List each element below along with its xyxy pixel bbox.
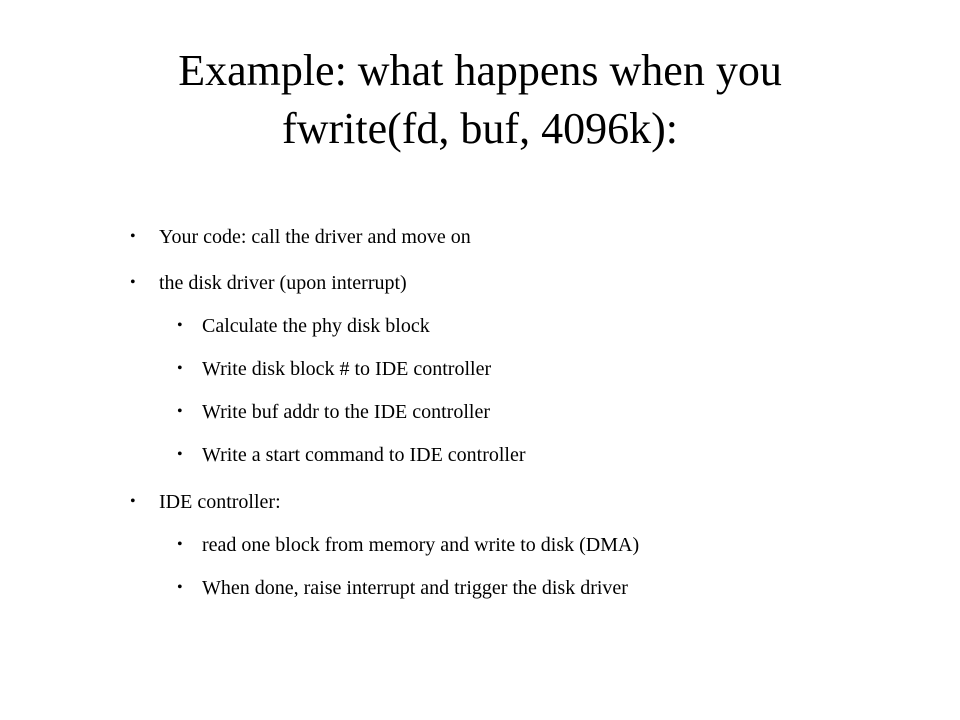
bullet-text: read one block from memory and write to disk (DMA)	[202, 534, 640, 556]
bullet-item-disk-driver	[130, 271, 407, 295]
slide-title-line-2: fwrite(fd, buf, 4096k):	[282, 104, 678, 153]
bullet-dot-icon: •	[177, 579, 183, 596]
bullet-text: IDE controller:	[159, 491, 281, 513]
sub-bullet-item-start-command	[177, 443, 526, 467]
bullet-text: Write disk block # to IDE controller	[202, 358, 492, 380]
bullet-dot-icon: •	[177, 403, 183, 420]
sub-bullet-item-calculate-block	[177, 314, 430, 338]
bullet-dot-icon: •	[177, 317, 183, 334]
sub-bullet-item-write-block-number	[177, 357, 492, 381]
bullet-text: Calculate the phy disk block	[202, 315, 430, 337]
slide-title-line-1: Example: what happens when you	[178, 46, 782, 95]
bullet-text: When done, raise interrupt and trigger the disk driver	[202, 577, 628, 599]
bullet-dot-icon: •	[130, 493, 136, 510]
bullet-dot-icon: •	[177, 360, 183, 377]
bullet-text: Write a start command to IDE controller	[202, 444, 526, 466]
bullet-text: Write buf addr to the IDE controller	[202, 401, 490, 423]
bullet-text: Your code: call the driver and move on	[159, 226, 471, 248]
bullet-item-your-code	[130, 225, 471, 249]
sub-bullet-item-raise-interrupt	[177, 576, 628, 600]
bullet-dot-icon: •	[177, 536, 183, 553]
sub-bullet-item-read-block-dma	[177, 533, 640, 557]
bullet-dot-icon: •	[130, 228, 136, 245]
sub-bullet-item-write-buf-addr	[177, 400, 490, 424]
bullet-item-ide-controller	[130, 490, 281, 514]
bullet-dot-icon: •	[177, 446, 183, 463]
bullet-text: the disk driver (upon interrupt)	[159, 272, 407, 294]
bullet-dot-icon: •	[130, 274, 136, 291]
